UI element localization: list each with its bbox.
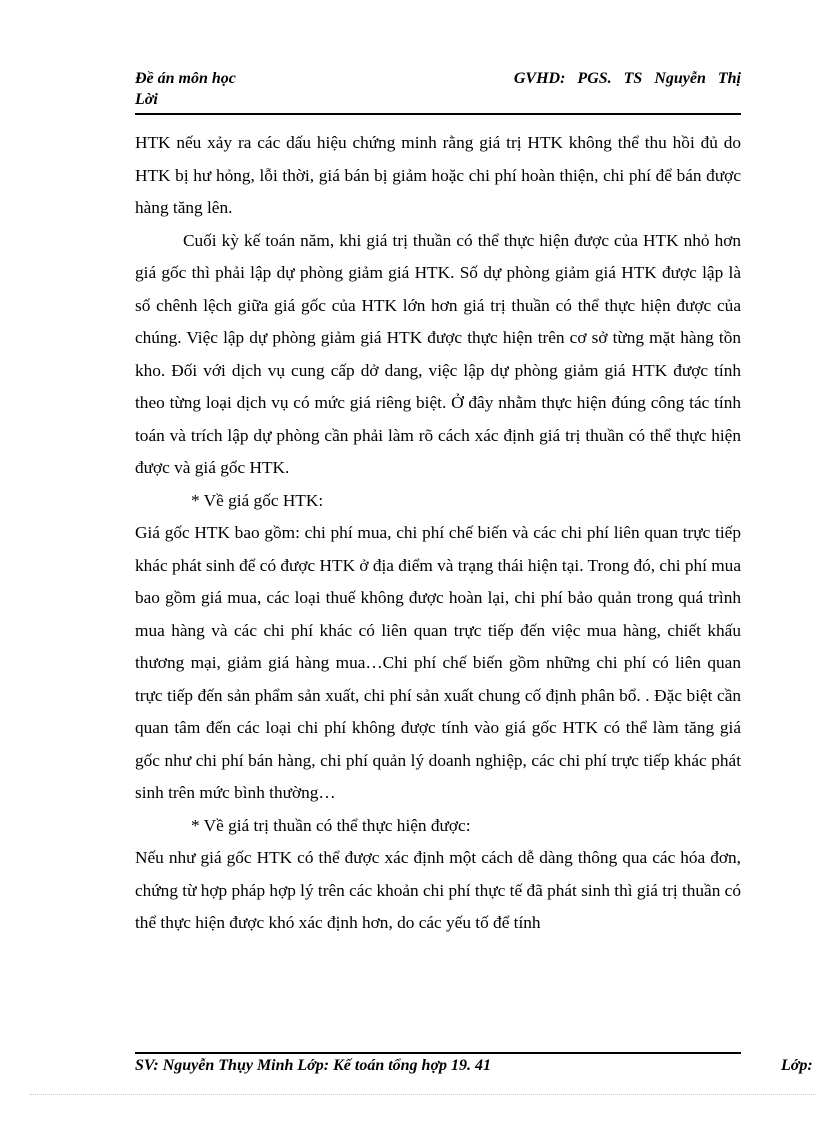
paragraph-original-cost: Giá gốc HTK bao gồm: chi phí mua, chi phí chế biến và các chi phí liên quan trực tiếp khác phát sinh để có được HTK ở địa điểm và trạng thái hiện tại. Trong đó, chi phí mua bao gồm giá mua, các loại thuế không được hoàn lại, chi phí bảo quản trong quá trình mua hàng và các chi phí khác có liên quan trực tiếp đến việc mua hàng, chiết khấu thương mại, giảm giá hàng mua…Chi phí chế biến gồm những chi phí có liên quan trực tiếp đến sản phẩm sản xuất, chi phí sản xuất chung cố định phân bổ. . Đặc biệt cần quan tâm đến các loại chi phí không được tính vào giá gốc HTK có thể làm tăng giá gốc như chi phí bán hàng, chi phí quản lý doanh nghiệp, các chi phí trực tiếp khác phát sinh trên mức bình thường… (135, 523, 741, 802)
section-heading-net-realizable-value: * Về giá trị thuần có thể thực hiện được: (191, 815, 471, 835)
page-edge-divider (30, 1094, 816, 1095)
paragraph-htk-impairment: HTK nếu xảy ra các dấu hiệu chứng minh rằng giá trị HTK không thể thu hồi đủ do HTK bị hư hỏng, lỗi thời, giá bán bị giảm hoặc chi phí hoàn thiện, chi phí để bán được hàng tăng lên. (135, 133, 741, 217)
footer-divider (135, 1052, 741, 1054)
header-divider (135, 113, 741, 115)
paragraph-provision: Cuối kỳ kế toán năm, khi giá trị thuần có thể thực hiện được của HTK nhỏ hơn giá gốc thì phải lập dự phòng giảm giá HTK. Số dự phòng giảm giá HTK được lập là số chênh lệch giữa giá gốc của HTK lớn hơn giá trị thuần có thể thực hiện được của chúng. Việc lập dự phòng giảm giá HTK được thực hiện trên cơ sở từng mặt hàng tồn kho. Đối với dịch vụ cung cấp dở dang, việc lập dự phòng giảm giá HTK được tính theo từng loại dịch vụ có mức giá riêng biệt. Ở đây nhằm thực hiện đúng công tác tính toán và trích lập dự phòng cần phải làm rõ cách xác định giá trị thuần có thể thực hiện được và giá gốc HTK. (135, 230, 741, 477)
header-subtitle: Lời (135, 91, 158, 108)
footer-student-info: SV: Nguyễn Thụy Minh Lớp: Kế toán tổng hợp 19. 41 (135, 1057, 492, 1074)
header-course-title: Đề án môn học (135, 70, 236, 87)
header-supervisor: GVHD: PGS. TS Nguyễn Thị (513, 70, 741, 87)
document-body (135, 127, 741, 940)
page-header (135, 70, 741, 114)
section-heading-original-cost: * Về giá gốc HTK: (191, 490, 324, 510)
footer-class-label: Lớp: (781, 1057, 813, 1074)
paragraph-net-realizable-value: Nếu như giá gốc HTK có thể được xác định một cách dễ dàng thông qua các hóa đơn, chứng từ hợp pháp hợp lý trên các khoản chi phí thực tế đã phát sinh thì giá trị thuần có thể thực hiện được khó xác định hơn, do các yếu tố để tính (135, 848, 741, 932)
